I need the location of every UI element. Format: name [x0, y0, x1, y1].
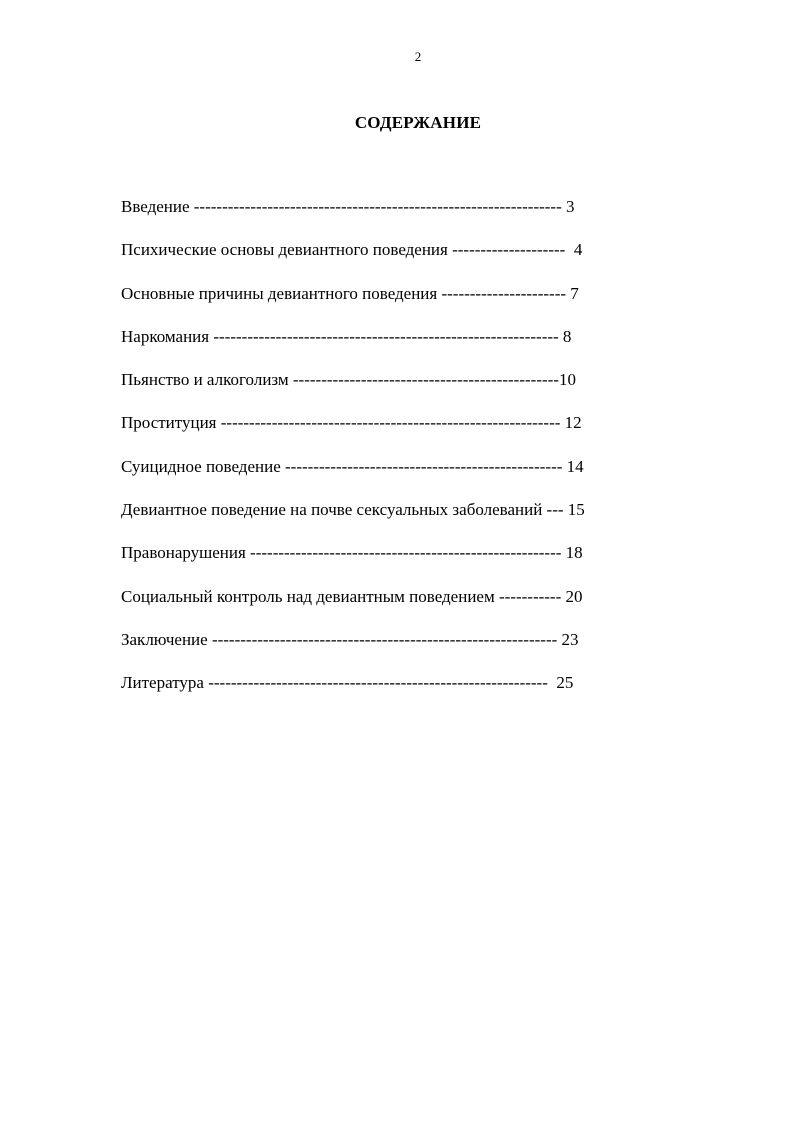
page-number: 2: [414, 49, 422, 64]
toc-entry: Психические основы девиантного поведения -------------------- 4: [121, 240, 583, 260]
toc-entry: Правонарушения ------------------------------------------------------- 18: [121, 543, 583, 563]
toc-entry: Суицидное поведение ------------------------------------------------- 14: [121, 456, 584, 476]
table-of-contents: [121, 196, 681, 716]
toc-entry: Пьянство и алкоголизм -----------------------------------------------10: [121, 370, 576, 390]
toc-entry: Литература ------------------------------------------------------------ 25: [121, 673, 574, 693]
toc-entry: Социальный контроль над девиантным поведением ----------- 20: [121, 586, 583, 606]
toc-entry: Девиантное поведение на почве сексуальных заболеваний --- 15: [121, 500, 585, 520]
toc-entry: Заключение ------------------------------------------------------------- 23: [121, 629, 579, 649]
page-title: СОДЕРЖАНИЕ: [354, 113, 482, 132]
toc-entry: Наркомания ------------------------------------------------------------- 8: [121, 326, 572, 346]
toc-entry: Основные причины девиантного поведения ---------------------- 7: [121, 283, 579, 303]
toc-entry: Проституция ------------------------------------------------------------ 12: [121, 413, 582, 433]
toc-entry: Введение ----------------------------------------------------------------- 3: [121, 197, 575, 216]
